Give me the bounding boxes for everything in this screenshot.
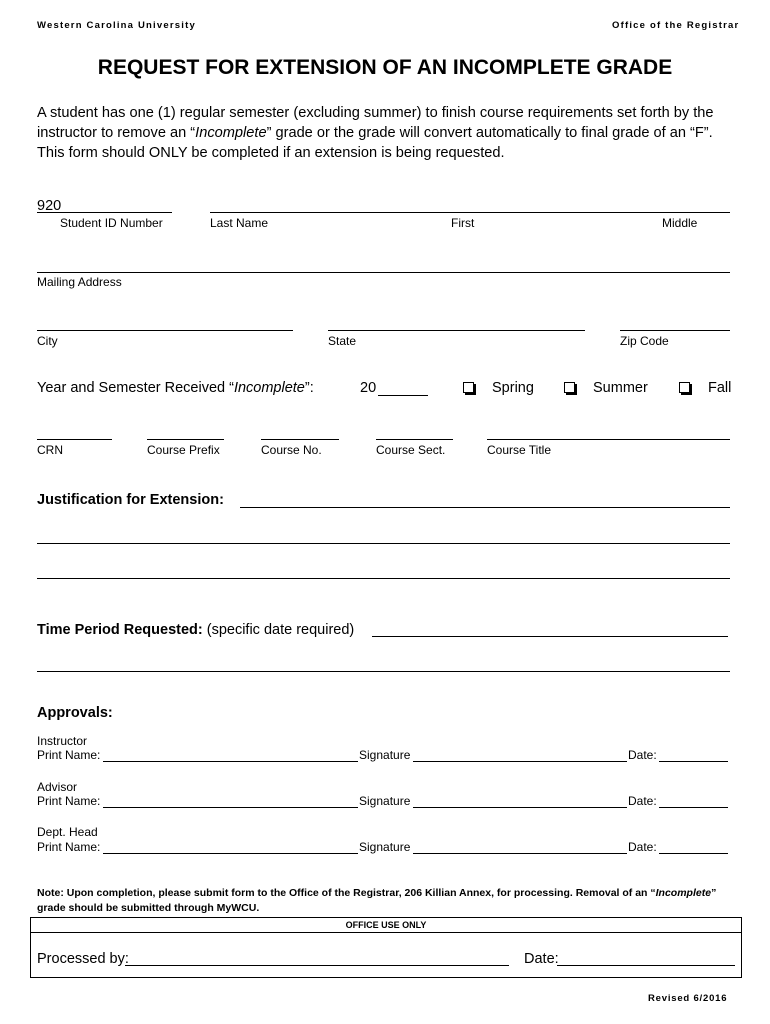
time-period-line-2[interactable] (37, 671, 730, 672)
middle-name-label: Middle (662, 216, 698, 230)
instructor-date-label: Date: (628, 748, 657, 762)
instructor-signature-label: Signature (359, 748, 411, 762)
spring-label: Spring (492, 380, 534, 396)
time-period-line-1[interactable] (372, 636, 728, 637)
semester-label: Year and Semester Received “Incomplete”: (37, 380, 314, 396)
spring-checkbox[interactable] (463, 382, 474, 393)
student-id-prefix: 920 (37, 198, 62, 214)
dept-head-print-name-field[interactable] (103, 853, 358, 854)
processed-by-label: Processed by: (37, 951, 129, 967)
mailing-address-label: Mailing Address (37, 275, 122, 289)
advisor-signature-field[interactable] (413, 807, 627, 808)
course-prefix-label: Course Prefix (147, 443, 220, 457)
office-date-label: Date: (524, 951, 559, 967)
office-use-header: OFFICE USE ONLY (31, 918, 741, 933)
fall-label: Fall (708, 380, 732, 396)
course-number-field[interactable] (261, 439, 339, 440)
advisor-role: Advisor (37, 780, 78, 794)
city-field[interactable] (37, 330, 293, 331)
city-label: City (37, 334, 58, 348)
time-period-label: Time Period Requested: (specific date required) (37, 622, 355, 638)
instructor-print-name-field[interactable] (103, 761, 358, 762)
crn-field[interactable] (37, 439, 112, 440)
advisor-date-label: Date: (628, 794, 657, 808)
instructor-role: Instructor (37, 734, 88, 748)
student-id-label: Student ID Number (60, 216, 163, 230)
advisor-signature-label: Signature (359, 794, 411, 808)
instructor-signature-field[interactable] (413, 761, 627, 762)
zip-code-field[interactable] (620, 330, 730, 331)
dept-head-date-label: Date: (628, 840, 657, 854)
office-name: Office of the Registrar (612, 20, 740, 31)
fall-checkbox[interactable] (679, 382, 690, 393)
first-name-label: First (451, 216, 475, 230)
student-id-field[interactable] (37, 212, 172, 213)
instructor-print-name-label: Print Name: (37, 748, 101, 762)
crn-label: CRN (37, 443, 63, 457)
zip-code-label: Zip Code (620, 334, 669, 348)
advisor-print-name-field[interactable] (103, 807, 358, 808)
summer-label: Summer (593, 380, 648, 396)
mailing-address-field[interactable] (37, 272, 730, 273)
dept-head-role: Dept. Head (37, 825, 98, 839)
intro-paragraph: A student has one (1) regular semester (excluding summer) to finish course requirements set forth by the instructor to remove an “Incomplete” grade or the grade will convert automatically to final grade of an “F”. This form should ONLY be completed if an extension is being requested. (37, 105, 714, 161)
approvals-heading: Approvals: (37, 705, 113, 721)
course-title-field[interactable] (487, 439, 730, 440)
course-prefix-field[interactable] (147, 439, 224, 440)
dept-head-signature-field[interactable] (413, 853, 627, 854)
dept-head-print-name-label: Print Name: (37, 840, 101, 854)
state-field[interactable] (328, 330, 585, 331)
form-title: REQUEST FOR EXTENSION OF AN INCOMPLETE GRADE (97, 56, 673, 79)
last-name-label: Last Name (210, 216, 269, 230)
revision-date: Revised 6/2016 (648, 993, 728, 1004)
office-use-box (30, 917, 742, 978)
name-field[interactable] (210, 212, 730, 213)
justification-line-3[interactable] (37, 578, 730, 579)
advisor-date-field[interactable] (659, 807, 728, 808)
course-section-field[interactable] (376, 439, 453, 440)
instructor-date-field[interactable] (659, 761, 728, 762)
university-name: Western Carolina University (37, 20, 196, 31)
office-date-field[interactable] (557, 965, 735, 966)
course-title-label: Course Title (487, 443, 552, 457)
justification-label: Justification for Extension: (37, 492, 224, 508)
justification-line-2[interactable] (37, 543, 730, 544)
summer-checkbox[interactable] (564, 382, 575, 393)
justification-line-1[interactable] (240, 507, 730, 508)
state-label: State (328, 334, 357, 348)
advisor-print-name-label: Print Name: (37, 794, 101, 808)
year-prefix: 20 (360, 380, 377, 396)
dept-head-date-field[interactable] (659, 853, 728, 854)
course-number-label: Course No. (261, 443, 322, 457)
processed-by-field[interactable] (125, 965, 509, 966)
course-section-label: Course Sect. (376, 443, 446, 457)
submission-note: Note: Upon completion, please submit form to the Office of the Registrar, 206 Killian Annex, for processing. Removal of an “Incomplete” grade should be submitted through MyWCU. (37, 887, 717, 914)
year-field[interactable] (378, 395, 428, 396)
dept-head-signature-label: Signature (359, 840, 411, 854)
